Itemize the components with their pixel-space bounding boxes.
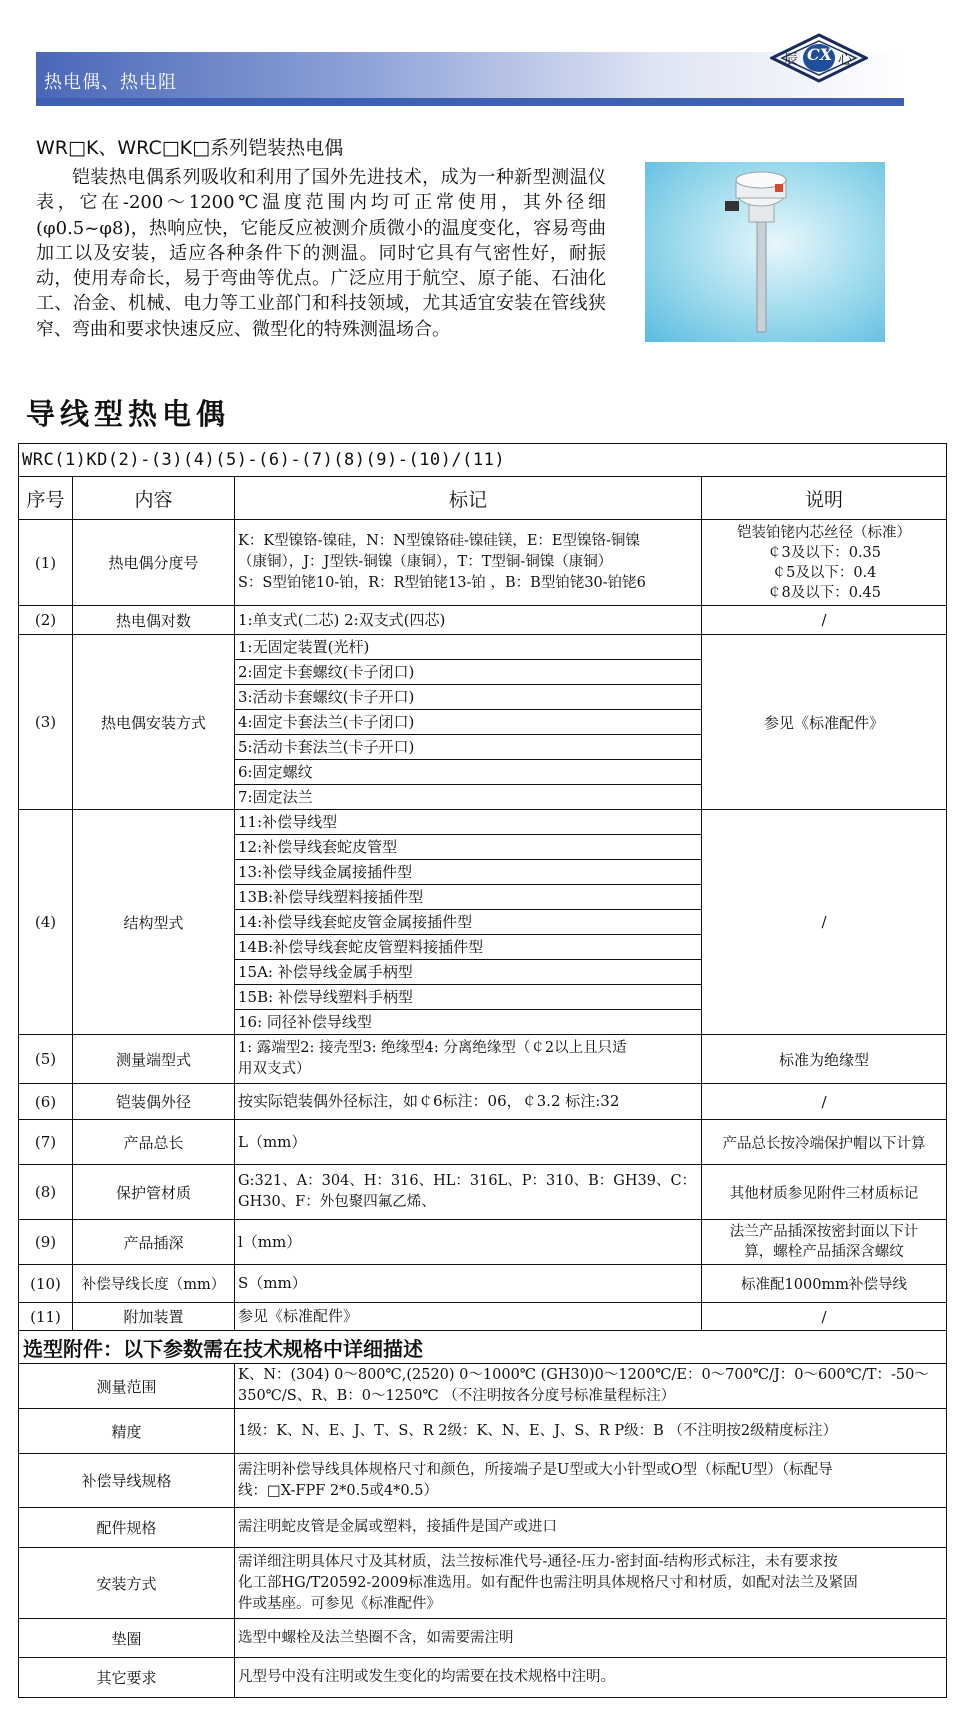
accessory-text: 1级：K、N、E、J、T、S、R 2级：K、N、E、J、S、R P级：B （不注明按2级精度标注）	[235, 1409, 947, 1454]
mark-line: 14B:补偿导线套蛇皮管塑料接插件型	[235, 935, 701, 960]
header-content: 内容	[73, 477, 235, 520]
row-mark	[235, 1035, 702, 1084]
accessory-line: 350℃/S、R、B：0～1250℃ （不注明按各分度号标准量程标注）	[238, 1388, 676, 1404]
accessory-text	[235, 1548, 947, 1619]
note-line: 铠装铂铑内芯丝径（标准）	[737, 524, 911, 541]
row-note: 标准配1000mm补偿导线	[702, 1265, 947, 1303]
accessory-name: 其它要求	[19, 1658, 235, 1698]
accessory-name: 垫圈	[19, 1619, 235, 1658]
accessory-row	[19, 1508, 947, 1548]
mark-line: 用双支式）	[238, 1061, 311, 1077]
accessory-row	[19, 1364, 947, 1409]
table-row	[19, 635, 947, 810]
row-mark: 1:单支式(二芯) 2:双支式(四芯)	[235, 606, 702, 635]
row-mark	[235, 520, 702, 606]
row-mark: L（mm）	[235, 1120, 702, 1165]
row-content: 产品插深	[73, 1220, 235, 1265]
accessory-row	[19, 1548, 947, 1619]
row-note	[702, 520, 947, 606]
table-row	[19, 1265, 947, 1303]
row-content: 附加装置	[73, 1303, 235, 1331]
row-no: (10)	[19, 1265, 73, 1303]
row-no: (4)	[19, 810, 73, 1035]
accessory-name: 安装方式	[19, 1548, 235, 1619]
mark-line: 5:活动卡套法兰(卡子开口)	[235, 735, 701, 760]
mark-line: G:321、A：304、H：316、HL：316L、P：310、B：GH39、C：	[238, 1173, 697, 1189]
row-content: 测量端型式	[73, 1035, 235, 1084]
mark-line: 12:补偿导线套蛇皮管型	[235, 835, 701, 860]
row-content: 补偿导线长度（mm）	[73, 1265, 235, 1303]
mark-line: 1: 露端型2: 接壳型3: 绝缘型4: 分离绝缘型（￠2以上且只适	[238, 1040, 627, 1056]
selection-table	[18, 443, 947, 1698]
header-note: 说明	[702, 477, 947, 520]
row-note: /	[702, 810, 947, 1035]
mark-line: 1:无固定装置(光杆)	[235, 635, 701, 660]
table-row	[19, 1035, 947, 1084]
product-photo	[645, 162, 885, 342]
table-header-row	[19, 477, 947, 520]
row-no: (8)	[19, 1165, 73, 1220]
header-rule	[36, 98, 904, 106]
mark-line: 16: 同径补偿导线型	[238, 1013, 372, 1031]
section-title: 导线型热电偶	[26, 397, 231, 431]
table-row	[19, 810, 947, 1035]
row-mark	[235, 635, 702, 810]
row-no: (1)	[19, 520, 73, 606]
row-mark: l（mm）	[235, 1220, 702, 1265]
row-mark: S（mm）	[235, 1265, 702, 1303]
row-note: /	[702, 1303, 947, 1331]
row-no: (3)	[19, 635, 73, 810]
table-row	[19, 1303, 947, 1331]
row-mark: 参见《标准配件》	[235, 1303, 702, 1331]
table-row	[19, 1084, 947, 1120]
product-description	[36, 165, 606, 342]
accessory-row	[19, 1658, 947, 1698]
accessory-row	[19, 1454, 947, 1508]
accessory-line: 线：□X-FPF 2*0.5或4*0.5）	[238, 1482, 438, 1499]
row-no: (2)	[19, 606, 73, 635]
mark-line: S：S型铂铑10-铂，R：R型铂铑13-铂 ，B：B型铂铑30-铂铑6	[238, 575, 646, 591]
company-logo	[770, 33, 868, 83]
accessory-text: 需注明蛇皮管是金属或塑料，接插件是国产或进口	[235, 1508, 947, 1548]
accessory-text: 凡型号中没有注明或发生变化的均需要在技术规格中注明。	[235, 1658, 947, 1698]
accessory-line: K、N：(304) 0～800℃,(2520) 0～1000℃ (GH30)0～1200℃/E：0～700℃/J：0～600℃/T：-50～	[238, 1367, 929, 1383]
model-code: WRC(1)KD(2)-(3)(4)(5)-(6)-(7)(8)(9)-(10)/(11)	[19, 444, 947, 477]
accessory-row	[19, 1619, 947, 1658]
note-line: ￠3及以下：0.35	[767, 544, 882, 561]
accessory-line: 件或基座。可参见《标准配件》	[238, 1595, 441, 1612]
mark-line: 3:活动卡套螺纹(卡子开口)	[235, 685, 701, 710]
row-content: 保护管材质	[73, 1165, 235, 1220]
note-line: 算，螺栓产品插深含螺纹	[744, 1244, 904, 1260]
mark-line: GH30、F：外包聚四氟乙烯、	[238, 1194, 436, 1210]
row-note	[702, 1220, 947, 1265]
accessories-title-row	[19, 1331, 947, 1364]
accessory-name: 补偿导线规格	[19, 1454, 235, 1508]
mark-line: 2:固定卡套螺纹(卡子闭口)	[235, 660, 701, 685]
row-no: (9)	[19, 1220, 73, 1265]
table-row	[19, 1165, 947, 1220]
description-text: 铠装热电偶系列吸收和利用了国外先进技术，成为一种新型测温仪表，它在-200～1200℃温度范围内均可正常使用，其外径细(φ0.5~φ8)，热响应快，它能反应被测介质微小的温度变化，容易弯曲加工以及安装，适应各种条件下的测温。同时它具有气密性好，耐振动，使用寿命长，易于弯曲等优点。广泛应用于航空、原子能、石油化工、冶金、机械、电力等工业部门和科技领域，尤其适宜安装在管线狭窄、弯曲和要求快速反应、微型化的特殊测温场合。	[36, 167, 606, 340]
model-code-row	[19, 444, 947, 477]
mark-line: 15A: 补偿导线金属手柄型	[235, 960, 701, 985]
mark-line: 7:固定法兰	[238, 788, 313, 806]
accessory-text: 选型中螺栓及法兰垫圈不含，如需要需注明	[235, 1619, 947, 1658]
mark-line: K：K型镍铬-镍硅，N：N型镍铬硅-镍硅镁，E：E型镍铬-铜镍	[238, 533, 640, 549]
accessory-line: 化工部HG/T20592-2009标准选用。如有配件也需注明具体规格尺寸和材质，如配对法兰及紧固	[238, 1574, 858, 1591]
row-content: 结构型式	[73, 810, 235, 1035]
row-mark	[235, 810, 702, 1035]
mark-line: 6:固定螺纹	[235, 760, 701, 785]
row-note: /	[702, 606, 947, 635]
row-no: (6)	[19, 1084, 73, 1120]
note-line: ￠8及以下：0.45	[767, 584, 882, 601]
row-no: (11)	[19, 1303, 73, 1331]
row-content: 热电偶分度号	[73, 520, 235, 606]
logo-right-char: 心	[838, 52, 852, 68]
row-content: 铠装偶外径	[73, 1084, 235, 1120]
header-title: 热电偶、热电阻	[44, 72, 177, 93]
accessory-line: 需注明补偿导线具体规格尺寸和颜色，所接端子是U型或大小针型或O型（标配U型）（标配导	[238, 1461, 833, 1478]
row-note: 其他材质参见附件三材质标记	[702, 1165, 947, 1220]
row-no: (7)	[19, 1120, 73, 1165]
table-row	[19, 520, 947, 606]
row-no: (5)	[19, 1035, 73, 1084]
note-line: 法兰产品插深按密封面以下计	[729, 1224, 919, 1240]
table-row	[19, 1220, 947, 1265]
accessory-name: 精度	[19, 1409, 235, 1454]
mark-line: （康铜），J：J型铁-铜镍（康铜），T：T型铜-铜镍（康铜）	[238, 554, 613, 570]
header-mark: 标记	[235, 477, 702, 520]
accessory-name: 测量范围	[19, 1364, 235, 1409]
thermocouple-image	[645, 162, 885, 342]
mark-line: 4:固定卡套法兰(卡子闭口)	[235, 710, 701, 735]
accessory-line: 需详细注明具体尺寸及其材质，法兰按标准代号-通径-压力-密封面-结构形式标注，未有要求按	[238, 1553, 838, 1570]
row-note: 参见《标准配件》	[702, 635, 947, 810]
row-mark	[235, 1165, 702, 1220]
mark-line: 14:补偿导线套蛇皮管金属接插件型	[235, 910, 701, 935]
row-content: 热电偶安装方式	[73, 635, 235, 810]
mark-line: 15B: 补偿导线塑料手柄型	[235, 985, 701, 1010]
mark-line: 13:补偿导线金属接插件型	[235, 860, 701, 885]
row-note: 产品总长按冷端保护帽以下计算	[702, 1120, 947, 1165]
accessories-title: 选型附件：以下参数需在技术规格中详细描述	[19, 1331, 947, 1364]
header-no: 序号	[19, 477, 73, 520]
product-title: WR□K、WRC□K□系列铠装热电偶	[36, 137, 344, 159]
accessory-name: 配件规格	[19, 1508, 235, 1548]
table-row	[19, 606, 947, 635]
accessory-text	[235, 1454, 947, 1508]
accessory-row	[19, 1409, 947, 1454]
mark-line: 13B:补偿导线塑料接插件型	[235, 885, 701, 910]
row-content: 产品总长	[73, 1120, 235, 1165]
logo-left-char: 辰	[784, 52, 798, 68]
row-note: /	[702, 1084, 947, 1120]
row-note: 标准为绝缘型	[702, 1035, 947, 1084]
logo-mark: CX	[807, 45, 833, 64]
mark-line: 11:补偿导线型	[235, 810, 701, 835]
row-content: 热电偶对数	[73, 606, 235, 635]
table-row	[19, 1120, 947, 1165]
row-mark: 按实际铠装偶外径标注，如￠6标注：06，￠3.2 标注:32	[235, 1084, 702, 1120]
accessory-text	[235, 1364, 947, 1409]
note-line: ￠5及以下：0.4	[771, 564, 877, 581]
